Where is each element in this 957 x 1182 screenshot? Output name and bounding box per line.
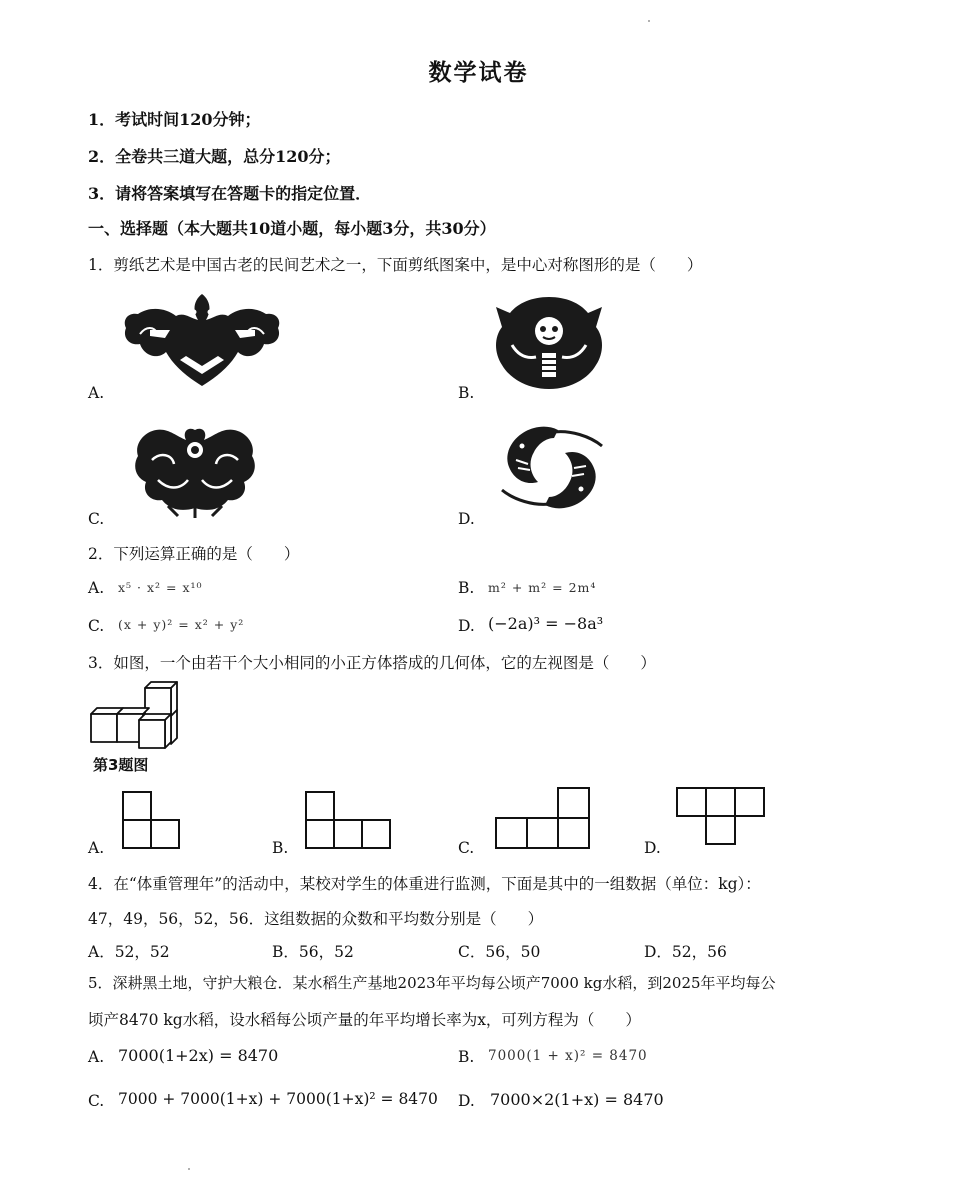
question-stem-data: 47，49，56，52，56．这组数据的众数和平均数分别是（ ） [88,910,544,928]
option-label: B. [458,579,475,597]
option-label: D. [644,839,661,857]
exam-note: 2．全卷共三道大题，总分120分； [88,147,341,166]
option-b-equation: 7000(1 + x)² = 8470 [488,1048,648,1064]
question-stem: 顷产8470 kg水稻，设水稻每公顷产量的年平均增长率为x，可列方程为（ ） [88,1011,641,1029]
option-label: C. [88,510,105,528]
papercut-image-d [494,420,609,515]
cube-stack-figure [89,680,181,750]
option-label: A. [88,384,105,402]
option-a-equation: 7000(1+2x) = 8470 [118,1046,279,1065]
option-b: B．56，52 [272,943,354,961]
question-stem: 4．在“体重管理年”的活动中，某校对学生的体重进行监测，下面是其中的一组数据（单位：kg）： [88,875,761,893]
option-d-equation: 7000×2(1+x) = 8470 [490,1090,664,1109]
option-label: C. [458,839,475,857]
section-heading: 一、选择题（本大题共10道小题，每小题3分，共30分） [88,219,496,238]
option-d: D．52，56 [644,943,727,961]
option-label: C. [88,617,105,635]
exam-note: 1．考试时间120分钟； [88,110,261,129]
option-label: B. [272,839,289,857]
option-label: B. [458,1048,475,1066]
scan-speck [188,1168,190,1170]
option-label: C. [88,1092,105,1110]
papercut-image-a [120,290,285,390]
option-c-equation: 7000 + 7000(1+x) + 7000(1+x)² = 8470 [118,1090,438,1108]
option-a: A．52，52 [88,943,170,961]
scan-speck [648,20,650,22]
left-view-option-b [304,790,394,850]
papercut-image-b [492,293,607,393]
page-title: 数学试卷 [428,59,529,86]
left-view-option-c [494,786,592,850]
option-label: D. [458,1092,475,1110]
question-stem: 5．深耕黑土地，守护大粮仓．某水稻生产基地2023年平均每公顷产7000 kg水稻，到2025年平均每公 [88,974,776,992]
left-view-option-d [675,786,767,846]
option-a-expression: x⁵ · x² = x¹⁰ [118,580,203,595]
option-d-expression: (−2a)³ = −8a³ [488,614,604,633]
question-stem: 2．下列运算正确的是（ ） [88,545,300,563]
option-label: A. [88,579,105,597]
question-stem: 1．剪纸艺术是中国古老的民间艺术之一，下面剪纸图案中，是中心对称图形的是（ ） [88,256,703,274]
option-label: D. [458,510,475,528]
question-stem: 3．如图，一个由若干个大小相同的小正方体搭成的几何体，它的左视图是（ ） [88,654,656,672]
option-label: A. [88,839,105,857]
left-view-option-a [121,790,183,850]
option-c: C．56，50 [458,943,541,961]
option-label: A. [88,1048,105,1066]
option-c-expression: (x + y)² = x² + y² [118,617,245,632]
option-label: B. [458,384,475,402]
figure-caption: 第3题图 [93,756,149,774]
option-label: D. [458,617,475,635]
exam-note: 3．请将答案填写在答题卡的指定位置． [88,184,372,203]
option-b-expression: m² + m² = 2m⁴ [488,580,597,595]
papercut-image-c [128,420,263,520]
